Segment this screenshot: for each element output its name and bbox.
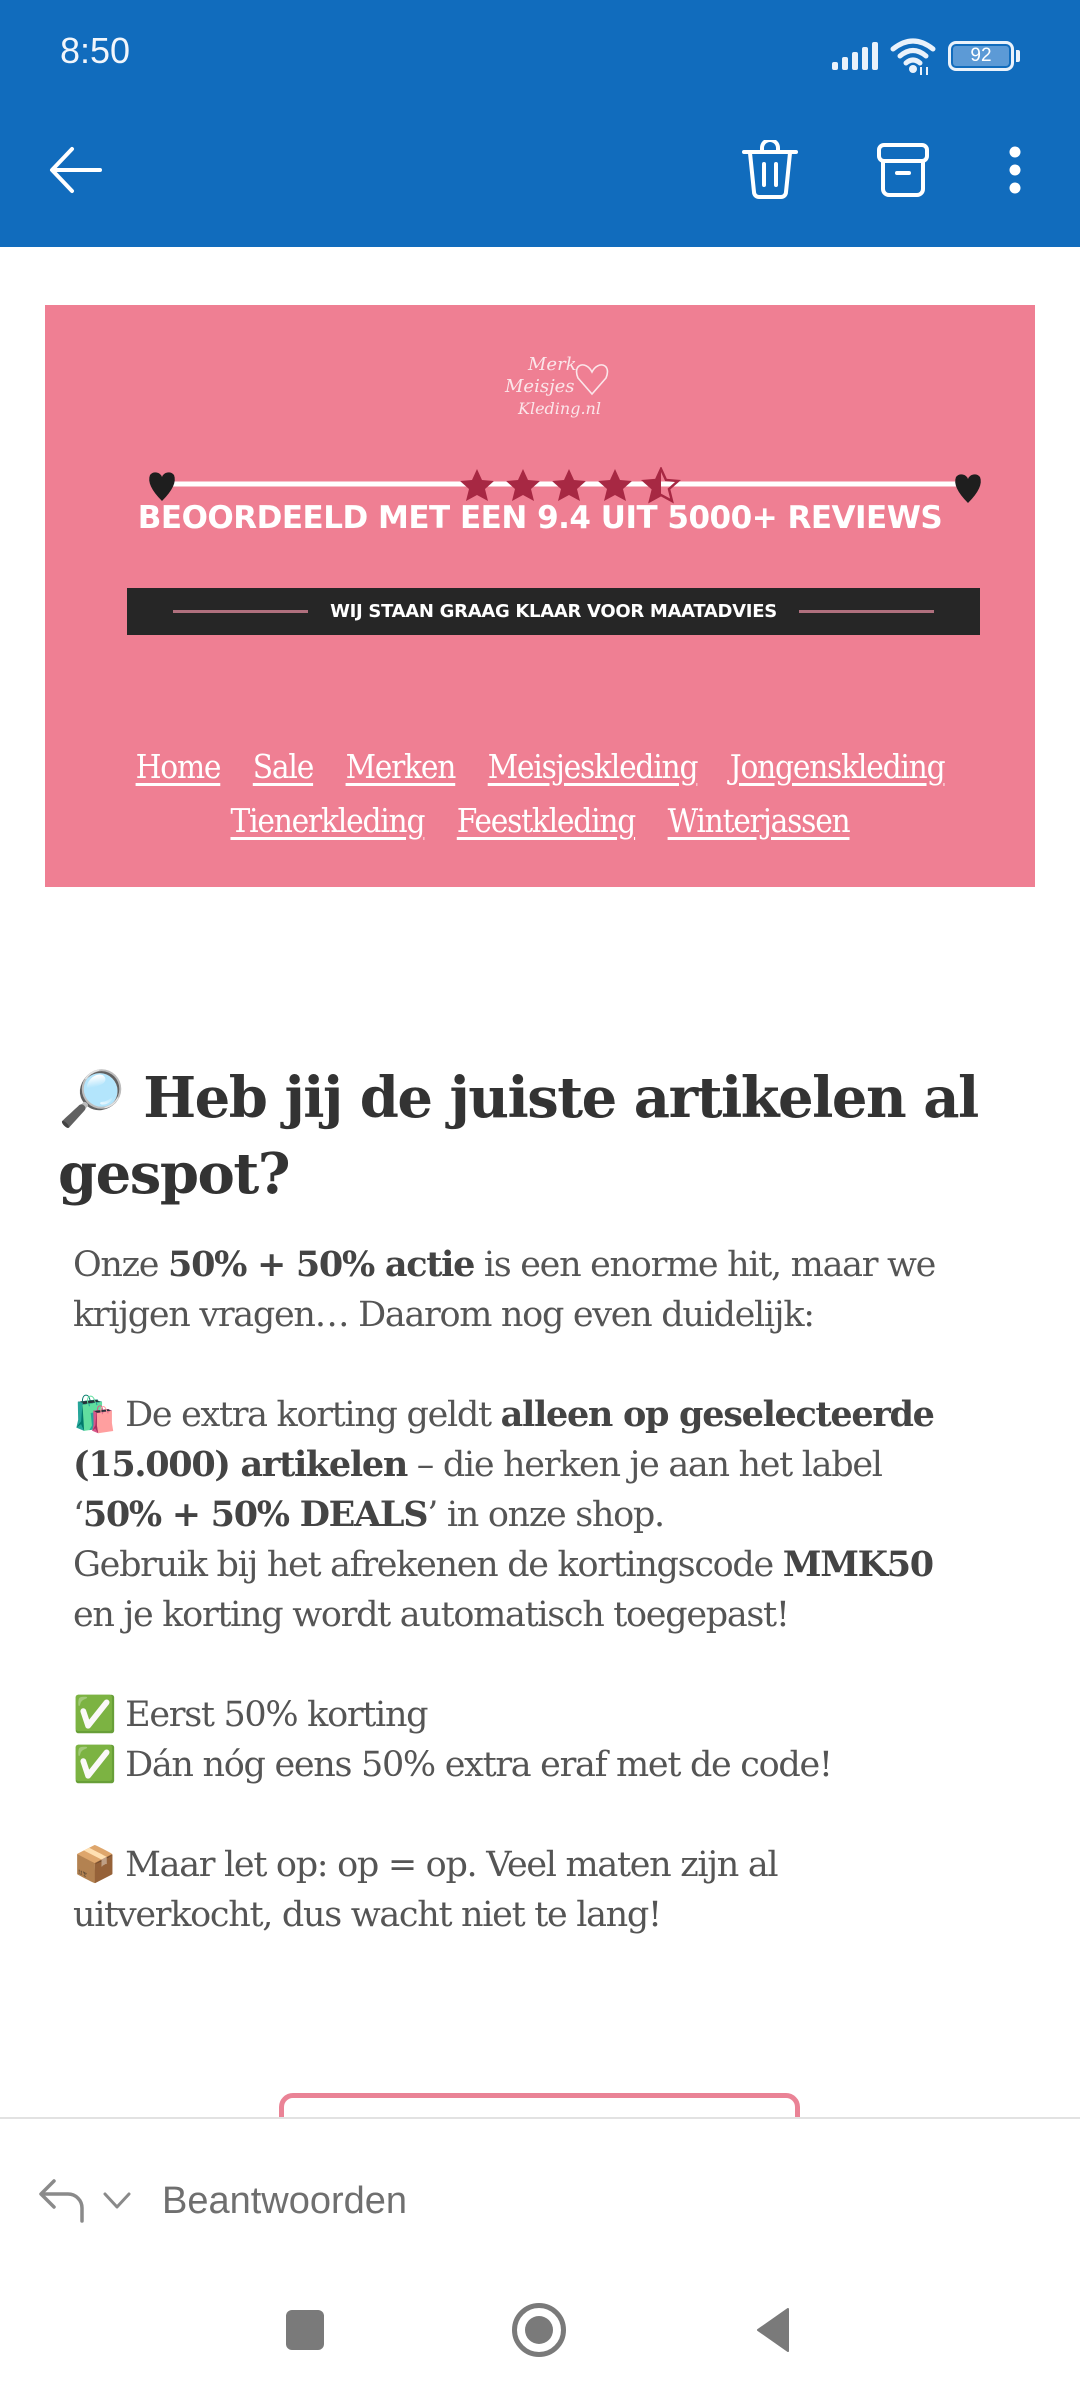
svg-text:Merk: Merk [528,354,577,375]
battery-level: 92 [953,46,1009,66]
check-mark-icon: ✅ [73,1695,116,1735]
signal-icon [832,42,878,70]
archive-icon [876,142,930,198]
app-header [0,0,1080,247]
arrow-left-icon [48,146,102,194]
status-time: 8:50 [60,30,131,71]
trash-icon [742,140,798,200]
more-options-button[interactable] [990,135,1040,205]
svg-text:Kleding.nl: Kleding.nl [518,399,601,418]
wifi-icon [890,37,936,75]
check-mark-icon: ✅ [73,1745,116,1785]
status-icons [832,37,1020,75]
checklist-item-1: ✅ Eerst 50% korting [73,1695,428,1735]
back-nav-button[interactable] [733,2290,813,2370]
warning-paragraph: 📦 Maar let op: op = op. Veel maten zijn al uitverkocht, dus wacht niet te lang! [73,1845,778,1935]
nav-link-home[interactable]: Home [135,747,221,786]
advice-text: WIJ STAAN GRAAG KLAAR VOOR MAATADVIES [330,601,777,622]
nav-link-winterjassen[interactable]: Winterjassen [667,801,850,840]
heading-text: Heb jij de juiste artikelen al gespot? [58,1065,978,1207]
chevron-down-icon[interactable] [102,2191,132,2211]
brand-logo [500,350,620,425]
rating-text: BEOORDEELD MET EEN 9.4 UIT 5000+ REVIEWS [137,500,943,536]
triangle-back-icon [754,2307,792,2353]
nav-link-jongenskleding[interactable]: Jongenskleding [729,747,945,786]
more-vertical-icon [1008,145,1022,195]
home-button[interactable] [499,2290,579,2370]
reply-icon [38,2179,88,2223]
delete-button[interactable] [740,135,800,205]
nav-link-sale[interactable]: Sale [252,747,314,786]
recents-button[interactable] [265,2290,345,2370]
home-circle-icon [512,2303,566,2357]
nav-link-merken[interactable]: Merken [345,747,456,786]
email-heading [58,1060,1018,1212]
code-paragraph: Gebruik bij het afrekenen de kortingscode MMK50 en je korting wordt automatisch toegepast! [73,1544,933,1635]
package-icon: 📦 [73,1845,116,1885]
system-nav-bar [0,2290,1080,2380]
reply-label: Beantwoorden [162,2179,408,2222]
nav-link-meisjeskleding[interactable]: Meisjeskleding [487,747,698,786]
archive-button[interactable] [873,135,933,205]
discount-code: MMK50 [782,1544,933,1585]
back-button[interactable] [45,135,105,205]
email-nav-links [45,740,1035,848]
shopping-bags-icon: 🛍️ [73,1395,116,1435]
email-banner [45,305,1035,887]
square-icon [286,2310,324,2350]
checklist-item-2: ✅ Dán nóg eens 50% extra eraf met de code! [73,1745,832,1785]
nav-link-tienerkleding[interactable]: Tienerkleding [230,801,425,840]
svg-text:Meisjes: Meisjes [505,376,575,397]
intro-paragraph: Onze 50% + 50% actie is een enorme hit, maar we krijgen vragen… Daarom nog even duidelijk: [73,1244,936,1335]
reply-button[interactable] [38,2179,407,2223]
battery-icon [948,41,1020,71]
magnifier-icon: 🔎 [58,1066,126,1130]
nav-link-feestkleding[interactable]: Feestkleding [456,801,636,840]
selection-paragraph: 🛍️ De extra korting geldt alleen op geselecteerde (15.000) artikelen – die herken je aan het label ‘50% + 50% DEALS’ in onze shop. [73,1394,934,1535]
email-body [73,1240,973,1940]
advice-bar [127,588,980,635]
